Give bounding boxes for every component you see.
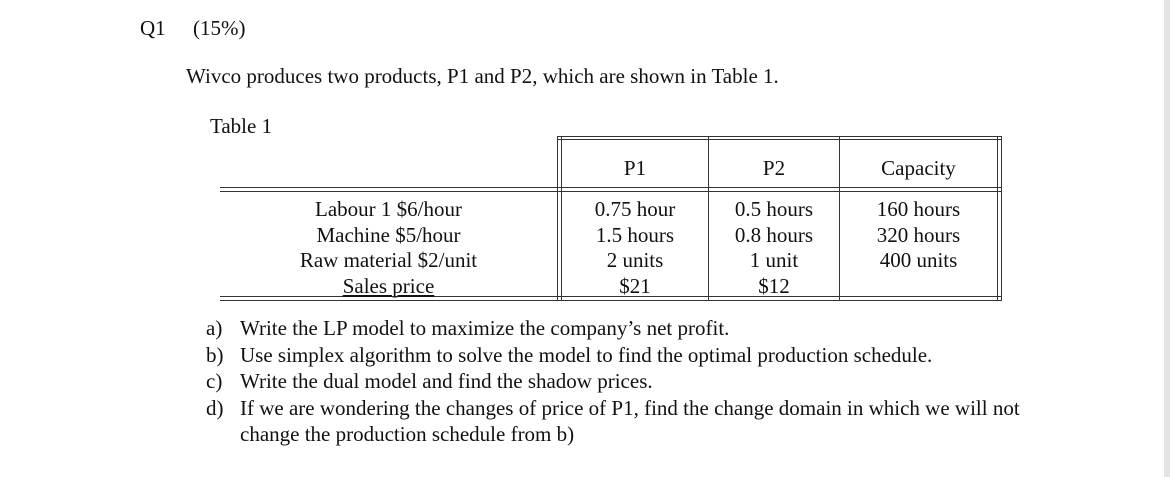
p1-labour: 0.75 hour — [594, 197, 676, 221]
p2-sales-price: $12 — [758, 273, 790, 298]
p1-column — [562, 197, 708, 299]
p1-raw-material: 2 units — [606, 248, 664, 272]
capacity-column — [840, 197, 997, 274]
task-text: If we are wondering the changes of price of P1, find the change domain in which we will not change the production schedule from b) — [240, 395, 1020, 446]
task-label: d) — [206, 395, 224, 420]
p1-machine: 1.5 hours — [595, 222, 675, 247]
capacity-raw-material: 400 units — [879, 248, 958, 272]
task-text: Write the LP model to maximize the company’s net profit. — [240, 316, 730, 340]
capacity-labour: 160 hours — [876, 197, 961, 221]
task-label: a) — [206, 316, 223, 340]
question-number: Q1 — [140, 16, 166, 40]
intro-text: Wivco produces two products, P1 and P2, which are shown in Table 1. — [186, 64, 779, 88]
task-label: c) — [206, 369, 223, 393]
task-item — [206, 368, 1040, 395]
p2-labour: 0.5 hours — [734, 197, 814, 221]
task-list — [206, 315, 1040, 448]
row-labels — [220, 197, 557, 299]
row-label-labour: Labour 1 $6/hour — [315, 197, 462, 221]
header-capacity: Capacity — [881, 156, 956, 180]
capacity-machine: 320 hours — [876, 222, 961, 247]
header-p2: P2 — [762, 156, 786, 180]
page-edge — [1164, 0, 1170, 477]
task-item — [206, 315, 1040, 342]
task-text: Write the dual model and find the shadow prices. — [240, 369, 653, 393]
table-caption: Table 1 — [210, 114, 273, 138]
task-label: b) — [206, 342, 224, 367]
row-label-machine: Machine $5/hour — [316, 222, 461, 247]
row-label-sales-price: Sales price — [342, 273, 435, 298]
task-item — [206, 342, 1040, 369]
p2-column — [709, 197, 839, 299]
data-table — [220, 136, 1002, 301]
p2-raw-material: 1 unit — [749, 248, 799, 272]
p1-sales-price: $21 — [619, 273, 651, 298]
task-text: Use simplex algorithm to solve the model to find the optimal production schedule. — [240, 342, 933, 367]
p2-machine: 0.8 hours — [734, 222, 814, 247]
question-weight: (15%) — [193, 16, 246, 40]
header-p1: P1 — [623, 156, 647, 180]
task-item — [206, 395, 1040, 448]
row-label-raw-material: Raw material $2/unit — [299, 248, 478, 272]
